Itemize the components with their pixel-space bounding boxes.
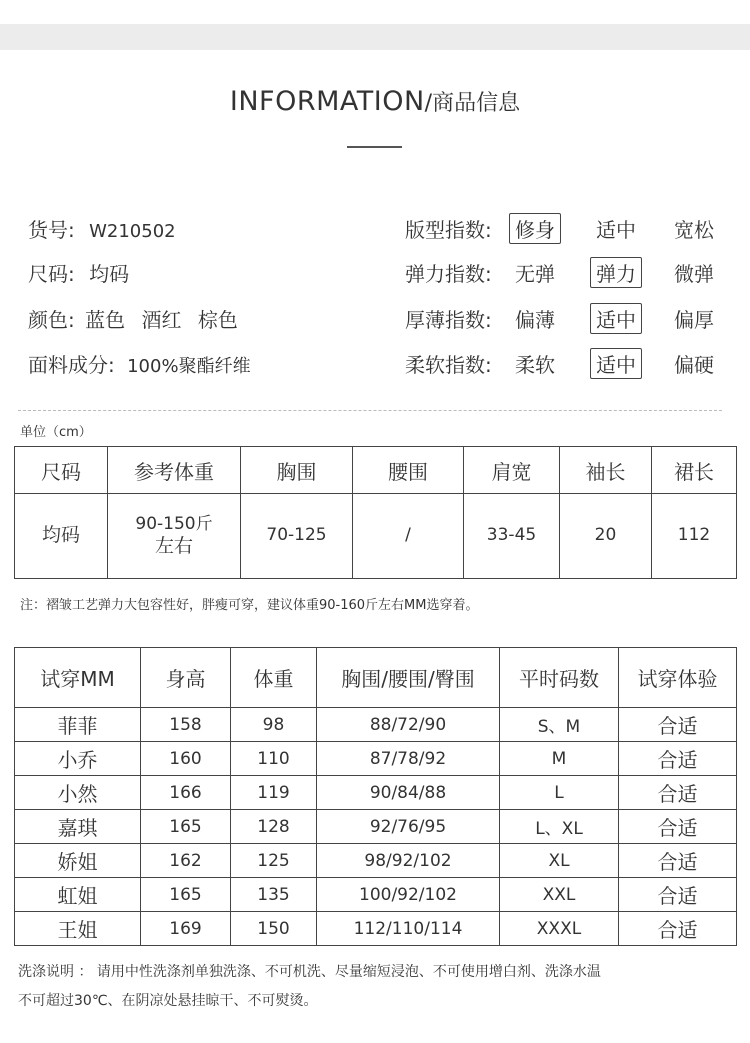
table-cell: 合适 — [619, 742, 737, 776]
fabric-value: 100%聚酯纤维 — [127, 356, 251, 377]
table-row — [15, 742, 737, 776]
table-cell: XXXL — [500, 912, 619, 946]
size-row — [28, 258, 129, 287]
table-cell: 112/110/114 — [317, 912, 500, 946]
header-cell: 试穿体验 — [619, 648, 737, 708]
divider — [18, 410, 722, 411]
header-cell: 胸围/腰围/臀围 — [317, 648, 500, 708]
title-underline — [347, 146, 402, 148]
weight-cell — [108, 494, 241, 579]
table-row — [15, 912, 737, 946]
weight-approx: 左右 — [154, 534, 193, 557]
table-row — [15, 494, 737, 579]
size-value: 均码 — [89, 262, 130, 286]
item-number-label: 货号: — [28, 218, 75, 242]
table-cell: 33-45 — [464, 494, 560, 579]
header-cell: 肩宽 — [464, 447, 560, 494]
index-option: 偏硬 — [674, 353, 714, 377]
table-cell: 合适 — [619, 912, 737, 946]
header-cell: 平时码数 — [500, 648, 619, 708]
color-value: 酒红 — [141, 308, 182, 332]
table-cell: 166 — [141, 776, 231, 810]
table-cell: M — [500, 742, 619, 776]
index-option-selected: 修身 — [509, 213, 561, 244]
table-row — [15, 708, 737, 742]
table-cell: 虹姐 — [15, 878, 141, 912]
table-cell: 162 — [141, 844, 231, 878]
table-row — [15, 878, 737, 912]
table-cell: XL — [500, 844, 619, 878]
fabric-row — [28, 349, 251, 378]
fit-note: 注：褶皱工艺弹力大包容性好，胖瘦可穿，建议体重90-160斤左右MM选穿着。 — [20, 598, 479, 613]
table-cell: 135 — [231, 878, 317, 912]
index-option-selected: 弹力 — [590, 257, 642, 288]
table-cell: 菲菲 — [15, 708, 141, 742]
unit-label: 单位（cm） — [20, 425, 92, 440]
table-cell: 嘉琪 — [15, 810, 141, 844]
header-cell: 胸围 — [241, 447, 353, 494]
fabric-label: 面料成分: — [28, 353, 115, 377]
table-cell: 125 — [231, 844, 317, 878]
table-cell: 90/84/88 — [317, 776, 500, 810]
header-cell: 试穿MM — [15, 648, 141, 708]
table-cell: 合适 — [619, 708, 737, 742]
table-cell: 112 — [652, 494, 737, 579]
table-cell: 王姐 — [15, 912, 141, 946]
table-cell: 158 — [141, 708, 231, 742]
table-header-row — [15, 447, 737, 494]
table-cell: L、XL — [500, 810, 619, 844]
title-cn: 商品信息 — [432, 91, 521, 116]
table-cell: 88/72/90 — [317, 708, 500, 742]
header-cell: 袖长 — [560, 447, 652, 494]
title-en: INFORMATION — [229, 86, 425, 117]
table-cell: 160 — [141, 742, 231, 776]
table-cell: 87/78/92 — [317, 742, 500, 776]
top-band — [0, 24, 750, 50]
table-cell: 128 — [231, 810, 317, 844]
index-option: 适中 — [596, 218, 636, 242]
index-label: 弹力指数: — [405, 262, 492, 286]
header-cell: 参考体重 — [108, 447, 241, 494]
header-cell: 裙长 — [652, 447, 737, 494]
index-option: 微弹 — [674, 262, 714, 286]
index-option: 偏厚 — [674, 308, 714, 332]
color-value: 棕色 — [197, 308, 238, 332]
table-cell: XXL — [500, 878, 619, 912]
title-separator: / — [424, 91, 433, 116]
size-table — [14, 446, 737, 579]
table-cell: 娇姐 — [15, 844, 141, 878]
index-option: 宽松 — [674, 218, 714, 242]
size-label: 尺码: — [28, 262, 75, 286]
page-title — [0, 86, 750, 117]
table-cell: 100/92/102 — [317, 878, 500, 912]
table-row — [15, 844, 737, 878]
item-number-row — [28, 214, 176, 243]
table-cell: 165 — [141, 878, 231, 912]
table-cell: 小然 — [15, 776, 141, 810]
index-option: 偏薄 — [515, 308, 555, 332]
table-row — [15, 810, 737, 844]
table-cell: / — [353, 494, 464, 579]
care-line: 不可超过30℃、在阴凉处悬挂晾干、不可熨烫。 — [18, 993, 318, 1009]
table-cell: 92/76/95 — [317, 810, 500, 844]
index-label: 版型指数: — [405, 218, 492, 242]
color-label: 颜色: — [28, 308, 75, 332]
table-cell: S、M — [500, 708, 619, 742]
table-header-row — [15, 648, 737, 708]
index-option: 柔软 — [515, 353, 555, 377]
table-cell: 110 — [231, 742, 317, 776]
table-cell: 150 — [231, 912, 317, 946]
index-option-selected: 适中 — [590, 348, 642, 379]
index-label: 厚薄指数: — [405, 308, 492, 332]
color-row — [28, 304, 238, 333]
index-option: 无弹 — [515, 262, 555, 286]
table-cell: 合适 — [619, 844, 737, 878]
table-cell: 165 — [141, 810, 231, 844]
color-value: 蓝色 — [85, 308, 126, 332]
header-cell: 身高 — [141, 648, 231, 708]
table-cell: 98/92/102 — [317, 844, 500, 878]
table-cell: 小乔 — [15, 742, 141, 776]
index-option-selected: 适中 — [590, 303, 642, 334]
index-label: 柔软指数: — [405, 353, 492, 377]
table-cell: 20 — [560, 494, 652, 579]
care-line: 洗涤说明 ： 请用中性洗涤剂单独洗涤、不可机洗、尽量缩短浸泡、不可使用增白剂、洗涤水温 — [18, 964, 601, 980]
care-instructions — [18, 958, 733, 1016]
item-number-value: W210502 — [89, 221, 176, 242]
table-cell: 98 — [231, 708, 317, 742]
table-cell: 169 — [141, 912, 231, 946]
table-cell: 119 — [231, 776, 317, 810]
table-row — [15, 776, 737, 810]
header-cell: 尺码 — [15, 447, 108, 494]
table-cell: 合适 — [619, 810, 737, 844]
table-cell: L — [500, 776, 619, 810]
header-cell: 腰围 — [353, 447, 464, 494]
table-cell: 均码 — [15, 494, 108, 579]
weight-range: 90-150斤 — [135, 513, 213, 534]
table-cell: 合适 — [619, 776, 737, 810]
try-on-table — [14, 647, 737, 946]
table-cell: 合适 — [619, 878, 737, 912]
header-cell: 体重 — [231, 648, 317, 708]
table-cell: 70-125 — [241, 494, 353, 579]
